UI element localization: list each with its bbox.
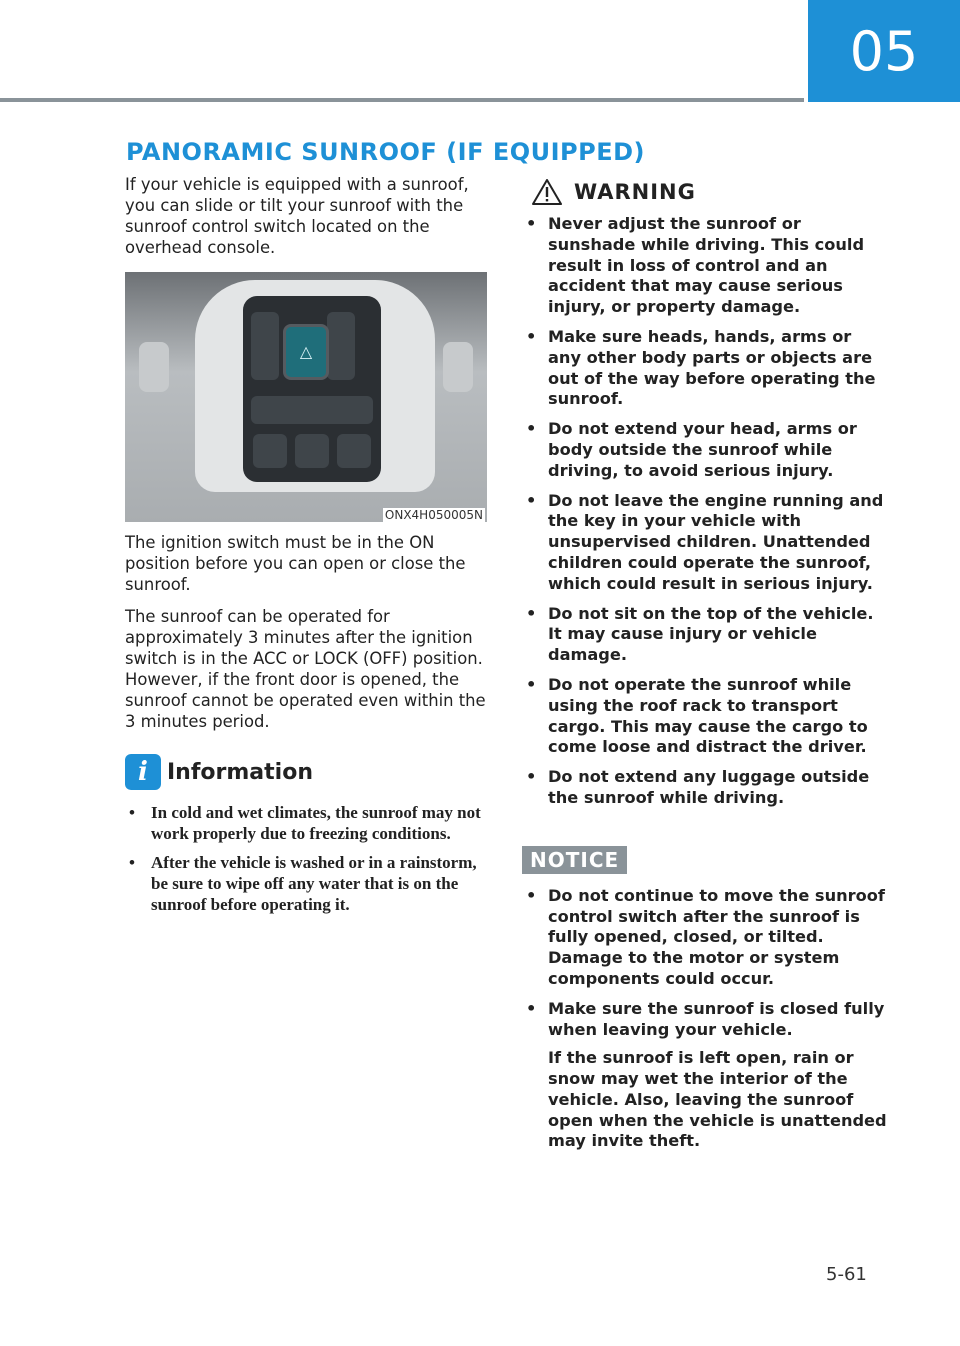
page-number: 5-61 bbox=[826, 1264, 867, 1285]
console-button bbox=[253, 434, 287, 468]
console-button bbox=[327, 312, 355, 380]
map-lamp-right bbox=[443, 342, 473, 392]
body-paragraph: The ignition switch must be in the ON position before you can open or close the sunroof. bbox=[125, 533, 466, 594]
notice-list bbox=[522, 886, 888, 1153]
chapter-number: 05 bbox=[849, 19, 919, 83]
warning-title: WARNING bbox=[574, 180, 696, 204]
notice-badge: NOTICE bbox=[522, 846, 627, 874]
console-button bbox=[251, 396, 373, 424]
list-item bbox=[522, 999, 888, 1153]
intro-paragraph: If your vehicle is equipped with a sunroof, you can slide or tilt your sunroof with the sunroof control switch located on the overhead console. bbox=[125, 175, 469, 257]
list-item: • Never adjust the sunroof or sunshade while driving. This could result in loss of control and an accident that may cause serious injury, or property damage. bbox=[522, 214, 888, 318]
list-item: • Do not extend any luggage outside the sunroof while driving. bbox=[522, 767, 888, 809]
list-item: • Make sure heads, hands, arms or any other body parts or objects are out of the way before operating the sunroof. bbox=[522, 327, 888, 410]
list-item-subtext: If the sunroof is left open, rain or snow may wet the interior of the vehicle. Also, leaving the sunroof open when the vehicle is unattended may invite theft. bbox=[548, 1048, 887, 1151]
console-button bbox=[251, 312, 279, 380]
information-title: Information bbox=[167, 759, 313, 785]
map-lamp-left bbox=[139, 342, 169, 392]
list-item: • Do not operate the sunroof while using the roof rack to transport cargo. This may cause the cargo to come loose and distract the driver. bbox=[522, 675, 888, 758]
console-button bbox=[295, 434, 329, 468]
info-icon: i bbox=[125, 754, 161, 790]
header-rule bbox=[0, 98, 804, 102]
left-column bbox=[125, 174, 487, 923]
chapter-tab bbox=[808, 0, 960, 102]
figure-caption: ONX4H050005N bbox=[384, 508, 483, 522]
information-header bbox=[125, 754, 487, 790]
overhead-console-figure bbox=[125, 272, 487, 522]
section-title: PANORAMIC SUNROOF (IF EQUIPPED) bbox=[126, 138, 646, 166]
right-column bbox=[522, 174, 888, 1161]
list-item: • In cold and wet climates, the sunroof may not work properly due to freezing conditions. bbox=[125, 802, 487, 844]
list-item: • Do not continue to move the sunroof control switch after the sunroof is fully opened, closed, or tilted. Damage to the motor or system components could occur. bbox=[522, 886, 888, 990]
list-item-text: Make sure the sunroof is closed fully when leaving your vehicle. bbox=[548, 998, 885, 1039]
warning-header bbox=[532, 178, 888, 206]
sunroof-switch bbox=[283, 324, 329, 380]
list-item: • After the vehicle is washed or in a rainstorm, be sure to wipe off any water that is on the sunroof before operating it. bbox=[125, 852, 487, 915]
console-button bbox=[337, 434, 371, 468]
body-paragraph: The sunroof can be operated for approximately 3 minutes after the ignition switch is in the ACC or LOCK (OFF) position. However, if the front door is opened, the sunroof cannot be operated even within the 3 minutes period. bbox=[125, 607, 486, 731]
list-item: • Do not sit on the top of the vehicle. It may cause injury or vehicle damage. bbox=[522, 604, 888, 666]
warning-list bbox=[522, 214, 888, 809]
warning-triangle-icon bbox=[532, 178, 562, 206]
information-list bbox=[125, 802, 487, 915]
car-tilt-icon: △ bbox=[299, 342, 313, 361]
list-item: • Do not extend your head, arms or body outside the sunroof while driving, to avoid serious injury. bbox=[522, 419, 888, 481]
list-item: • Do not leave the engine running and the key in your vehicle with unsupervised children. Unattended children could operate the sunroof, which could result in serious injury. bbox=[522, 491, 888, 595]
